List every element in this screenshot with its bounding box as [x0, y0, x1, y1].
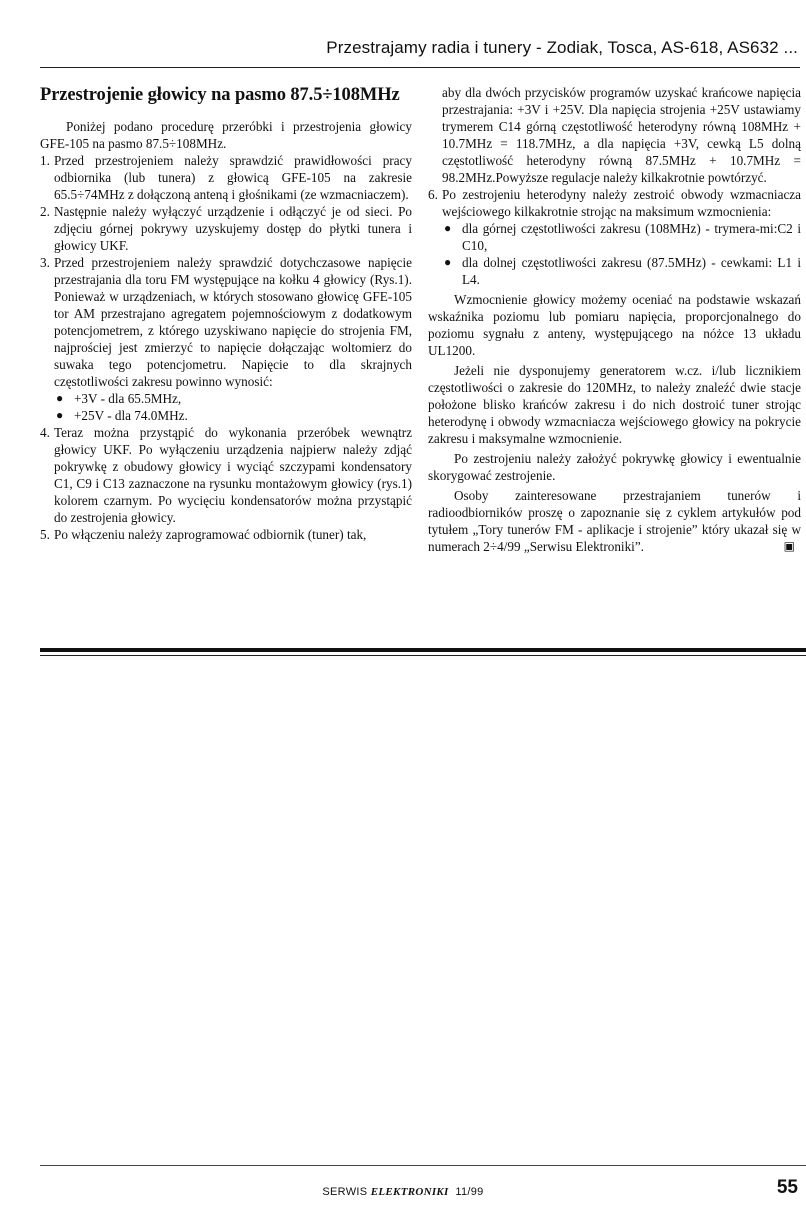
step-text: Teraz można przystąpić do wykonania przeróbek wewnątrz głowicy UKF. Po wyłączeniu urządzenia najpierw należy zdjąć pokrywkę z obudowy głowicy i wyciąć szczypami kondensatory C1, C9 i C13 zaznaczone na rysunku montażowym głowicy (rys.1) kolorem czarnym. Po wycięciu kondensatorów można przystąpić do zestrojenia głowicy.: [54, 425, 412, 525]
voltage-list: [54, 390, 412, 424]
footer-journal: [0, 1186, 806, 1198]
bullet-text: +3V - dla 65.5MHz,: [74, 391, 182, 406]
bullet-icon: ●: [56, 391, 64, 405]
body-paragraph: Wzmocnienie głowicy możemy oceniać na podstawie wskazań wskaźnika poziomu lub pomiaru napięcia, proporcjonalnego do poziomu sygnału z anteny, występującego na nóżce 13 układu UL1200.: [428, 292, 801, 358]
article-separator-thick: [40, 648, 806, 652]
body-paragraph: Jeżeli nie dysponujemy generatorem w.cz. i/lub licznikiem częstotliwości o zakresie do 120MHz, to należy znaleźć dwie stacje położone blisko krańców zakresu i do nich dostroić tuner strojąc heterodynę i obwody wzmacniacza wejściowego głowicy na pokrycie zakresu i maksymalne wzmocnienie.: [428, 363, 801, 446]
step-text: Po zestrojeniu heterodyny należy zestroić obwody wzmacniacza wejściowego kilkakrotnie strojąc na maksimum wzmocnienia:: [442, 187, 801, 219]
bullet-icon: ●: [444, 221, 452, 235]
step-6: [428, 186, 801, 288]
left-column: [40, 84, 412, 543]
journal-prefix: SERWIS: [322, 1186, 368, 1198]
bullet-text: dla górnej częstotliwości zakresu (108MHz) - trymera-mi:C2 i C10,: [462, 221, 801, 253]
header-rule: [40, 67, 800, 68]
step-number: 4.: [40, 425, 50, 440]
tuning-item: [442, 220, 801, 254]
body-paragraph: [428, 487, 801, 555]
tuning-item: [442, 254, 801, 288]
bullet-text: dla dolnej częstotliwości zakresu (87.5MHz) - cewkami: L1 i L4.: [462, 255, 801, 287]
running-header: Przestrajamy radia i tunery - Zodiak, Tosca, AS-618, AS632 ...: [326, 38, 798, 57]
step-number: 5.: [40, 527, 50, 542]
closing-text: Osoby zainteresowane przestrajaniem tunerów i radioodbiorników proszę o zapoznanie się z cyklem artykułów pod tytułem „Tory tunerów FM - aplikacje i strojenie” który ukazał się w numerach 2÷4/99 „Serwisu Elektroniki”.: [428, 488, 801, 554]
step-number: 2.: [40, 204, 50, 219]
bullet-text: +25V - dla 74.0MHz.: [74, 408, 188, 423]
steps-list-continued: [428, 186, 801, 288]
steps-list: [40, 152, 412, 543]
bullet-icon: ●: [56, 408, 64, 422]
voltage-item: [54, 390, 412, 407]
page-number: 55: [776, 1177, 798, 1198]
step-number: 3.: [40, 255, 50, 270]
step-5-continuation: aby dla dwóch przycisków programów uzyskać krańcowe napięcia przestrajania: +3V i +25V. Dla napięcia strojenia +25V ustawiamy trymerem C14 górną częstotliwość heterodyny równą 108MHz + 10.7MHz = 118.7MHz, a dla napięcia +3V, cewką L5 dolną częstotliwość heterodyny równą 87.5MHz + 10.7MHz = 98.2MHz.Powyższe regulacje należy kilkakrotnie powtórzyć.: [442, 85, 801, 185]
journal-issue: 11/99: [455, 1186, 484, 1198]
step-3: [40, 254, 412, 424]
footer-rule: [40, 1165, 806, 1166]
step-5: [40, 526, 412, 543]
intro-paragraph: Poniżej podano procedurę przeróbki i przestrojenia głowicy GFE-105 na pasmo 87.5÷108MHz.: [40, 119, 412, 151]
bullet-icon: ●: [444, 255, 452, 269]
step-2: [40, 203, 412, 254]
end-of-article-icon: ▣: [783, 539, 795, 553]
step-text: Przed przestrojeniem należy sprawdzić dotychczasowe napięcie przestrajania dla toru FM występujące na kołku 4 głowicy (Rys.1). Ponieważ w urządzeniach, w których stosowano głowicę GFE-105 tor AM przestrajano agregatem pojemnościowym z dodatkowym potencjometrem, z którego uzyskiwano napięcie do strojenia FM, najprościej jest zmierzyć to napięcie dołączając woltomierz do suwaka tego potencjometru. Napięcie to dla skrajnych częstotliwości zakresu powinno wynosić:: [54, 255, 412, 389]
journal-brand: ELEKTRONIKI: [370, 1186, 449, 1198]
step-number: 1.: [40, 153, 50, 168]
step-number: 6.: [428, 187, 438, 202]
step-1: [40, 152, 412, 203]
article-title: Przestrojenie głowicy na pasmo 87.5÷108MHz: [40, 85, 400, 105]
voltage-item: [54, 407, 412, 424]
right-column: [428, 84, 801, 555]
step-4: [40, 424, 412, 526]
step-text: Przed przestrojeniem należy sprawdzić prawidłowości pracy odbiornika (lub tunera) z głowicą GFE-105 na zakresie 65.5÷74MHz z dołączoną anteną i głośnikami (ze wzmacniaczem).: [54, 153, 412, 202]
step-text: Po włączeniu należy zaprogramować odbiornik (tuner) tak,: [54, 527, 367, 542]
body-paragraph: Po zestrojeniu należy założyć pokrywkę głowicy i ewentualnie skorygować zestrojenie.: [428, 451, 801, 483]
tuning-list: [442, 220, 801, 288]
article-separator-thin: [40, 655, 806, 656]
step-text: Następnie należy wyłączyć urządzenie i odłączyć je od sieci. Po zdjęciu górnej pokrywy uzyskujemy dostęp do płytki tunera i głowicy UKF.: [54, 204, 412, 253]
